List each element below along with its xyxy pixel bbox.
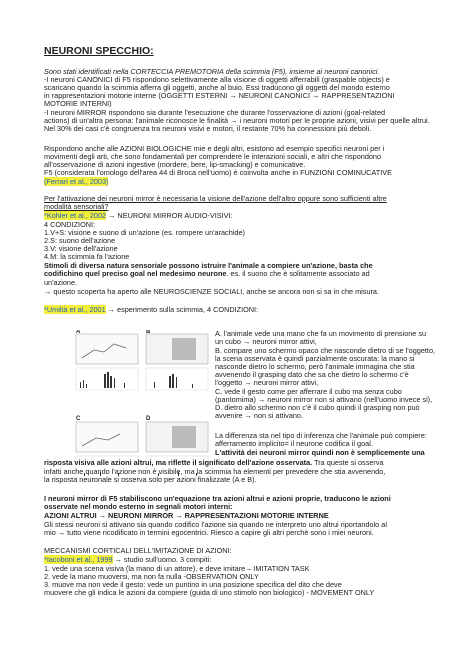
- paragraph-line: MOTORIE INTERNI): [44, 99, 112, 108]
- panel-a: [76, 334, 138, 390]
- paragraph-line: mio → tutto viene ricodificato in termini egocentrici. Riesco a capire gli altri perchè sono i miei neuroni.: [44, 528, 374, 537]
- figure-description-line: avvenendo il grasping dato che sa che dietro lo schermo c'è: [215, 370, 409, 379]
- citation-line: [44, 178, 108, 186]
- figure-description-line: A. l'animale vede una mano che fa un movimento di prensione su: [215, 329, 427, 338]
- paragraph-line: → questo scoperta ha aperto alle NEUROSCIENZE SOCIALI, anche se ancora non si sa in che misura.: [44, 287, 380, 296]
- citation-ferrari[interactable]: (Ferrari et al., 2003): [44, 177, 109, 186]
- citation-text: → esperimento sulla scimmia, 4 CONDIZIONI:: [105, 305, 259, 314]
- list-item: 3.V: visione dell'azione: [44, 244, 118, 253]
- question-line: Per l'attivazione dei neuroni mirror è necessaria la visione dell'azione dell'altro oppure sono sufficienti altre: [44, 194, 387, 203]
- paragraph-line: Gli stessi neuroni si attivano sia quando codifico l'azione sia quando ne interpreto uno altrui riportandolo al: [44, 520, 387, 529]
- paragraph-line: movimenti degli arti, che sono fondamentali per comprendere le interazioni sociali, e altri che rispondono: [44, 152, 382, 161]
- list-item: 1. vede una scena visiva (la mano di un attore), e deve imitare – IMITATION TASK: [44, 564, 310, 573]
- figure-description-line: la scena osservata è quindi parzialmente oscurata: la mano si: [215, 354, 415, 363]
- figure-description-line: un cubo → neuroni mirror attivi,: [215, 337, 317, 346]
- paragraph-line: infatti anche quando l'azione non è visibile, ma la scimmia ha elementi per prevedere che stia avvenendo,: [44, 467, 386, 476]
- paragraph-line: un'azione.: [44, 278, 78, 287]
- bold-line: Stimoli di diversa natura sensoriale possono istruire l'animale a compiere un'azione, basta che: [44, 261, 373, 270]
- paragraph-line: actions) di un'altra persona: l'animale riconosce le finalità → i neuroni motori per le proprie azioni, visivi per quelle altrui.: [44, 116, 430, 125]
- figure-description-line: avvenire → non si attivano.: [215, 411, 304, 420]
- paragraph-line: Sono stati identificati nella CORTECCIA PREMOTORIA della scimmia (F5), insieme ai neuroni canonici.: [44, 67, 380, 76]
- paragraph-line: all'osservazione di azioni ingestive (mordere, bere, lip-smacking) e comunicative.: [44, 160, 306, 169]
- panel-b: [146, 334, 208, 390]
- figure-description-line: La differenza sta nel tipo di inferenza che l'animale può compiere:: [215, 431, 427, 440]
- figure-description-line: l'oggetto → neuroni mirror attivi,: [215, 378, 319, 387]
- paragraph-line: Rispondono anche alle AZIONI BIOLOGICHE mie e degli altri, esistono ad esempio specifici neuroni per i: [44, 144, 385, 153]
- list-item: 2.S: suono dell'azione: [44, 236, 116, 245]
- citation-text: → studio sull'uomo. 3 compiti:: [112, 555, 212, 564]
- paragraph-line: -I neuroni CANONICI di F5 rispondono selettivamente alla visione di oggetti afferrabili (graspable objects) e: [44, 75, 390, 84]
- paragraph-line: Nel 30% dei casi c'è congruenza tra neuroni visivi e motori, il restante 70% ha connessioni più deboli.: [44, 124, 372, 133]
- bold-line: codifichino quel preciso goal nel medesimo neurone. es. il suono che è solitamente associato ad: [44, 269, 370, 278]
- list-item: 4.M: la scimmia fa l'azione: [44, 252, 130, 261]
- page-title: NEURONI SPECCHIO:: [44, 45, 154, 57]
- citation-line: [44, 306, 258, 314]
- citation-text: → NEURONI MIRROR AUDIO-VISIVI:: [106, 211, 233, 220]
- paragraph-line: -I neuroni MIRROR rispondono sia durante l'esecuzione che durante l'osservazione di azioni (goal-related: [44, 108, 386, 117]
- bold-line: osservate nel mondo esterno in segnali motori interni:: [44, 502, 233, 511]
- list-item: 2. vede la mano muoversi, ma non fa nulla -OBSERVATION ONLY: [44, 572, 259, 581]
- figure-label-d: D: [146, 416, 151, 422]
- figure-description-line: B. compare uno schermo opaco che nasconde dietro di se l'oggetto,: [215, 346, 436, 355]
- list-item: muovere che gli indica le azioni da compiere (guida di uno stimolo non biologico) - MOVEMENT ONLY: [44, 588, 375, 597]
- figure-description-line: afferramento implicito= il neurone codifica il goal.: [215, 439, 373, 448]
- citation-kohler[interactable]: *Kohler et al., 2002: [44, 211, 107, 220]
- section-title: MECCANISMI CORTICALI DELL'IMITAZIONE DI AZIONI:: [44, 546, 232, 555]
- bold-line: L'attività dei neuroni mirror quindi non è semplicemente una: [215, 448, 425, 457]
- paragraph-line: la risposta neuronale si osserva solo per azioni finalizzate (A e B).: [44, 475, 257, 484]
- figure-description-line: (pantomima) → neuroni mirror non si attivano (nell'uomo invece si),: [215, 395, 433, 404]
- list-item: 4 CONDIZIONI:: [44, 220, 96, 229]
- figure-description-line: D. dietro allo schermo non c'è il cubo quindi il grasping non può: [215, 403, 420, 412]
- citation-umilta[interactable]: *Umiltà et al., 2001: [44, 305, 106, 314]
- bold-line: I neuroni mirror di F5 stabiliscono un'equazione tra azioni altrui e azioni proprie, traducono le azioni: [44, 494, 391, 503]
- figure-description-line: nasconde dietro lo schermo, però l'animale immagina che stia: [215, 362, 415, 371]
- list-item: 3. muove ma non vede il gesto: vede un puntino in una posizione specifica del dito che deve: [44, 580, 342, 589]
- bold-line: AZIONI ALTRUI → NEURONI MIRROR → RAPPRESENTAZIONI MOTORIE INTERNE: [44, 511, 329, 520]
- paragraph-line: scaricano quando la scimmia afferra gli oggetti, anche al buio. Essi traducono gli oggetti del mondo esterno: [44, 83, 390, 92]
- list-item: 1.V+S: visione e suono di un'azione (es. rompere un'arachide): [44, 228, 245, 237]
- figure-label-b: B: [146, 330, 151, 335]
- citation-iacoboni[interactable]: *Iacoboni et al., 1999: [44, 555, 113, 564]
- bold-line: risposta visiva alle azioni altrui, ma riflette il significato dell'azione osservata. Tra queste si osserva: [44, 458, 384, 467]
- figure-label-c: C: [76, 416, 81, 422]
- figure-label-a: A: [76, 330, 81, 335]
- paragraph-line: in rappresentazioni motorie interne (OGGETTI ESTERNI → NEURONI CANONICI → RAPPRESENTAZIONI: [44, 91, 395, 100]
- question-line: modalità sensoriali?: [44, 202, 109, 211]
- figure-description-line: C. vede il gesto come per afferrare il cubo ma senza cubo: [215, 387, 402, 396]
- paragraph-line: F5 (considerata l'omologo dell'area 44 di Broca nell'uomo) è coinvolta anche in FUNZIONI COMINUCATIVE: [44, 168, 392, 177]
